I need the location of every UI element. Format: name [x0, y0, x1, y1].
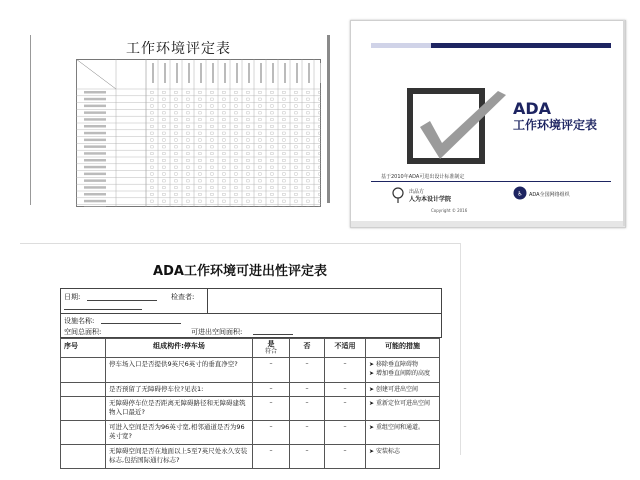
col-no-compliance-header: 否	[290, 339, 325, 358]
yes-check-cell[interactable]: –	[253, 445, 290, 469]
panel-edge	[327, 35, 330, 203]
col-item-header: 组成构件:停车场	[106, 339, 253, 358]
na-check-cell[interactable]: –	[325, 421, 366, 445]
checker-field[interactable]	[64, 309, 142, 310]
form-preview-title: 工作环境评定表	[126, 41, 231, 57]
form-preview-grid	[76, 59, 321, 207]
cover-subtitle: 基于2010年ADA可进出设计标准制定	[381, 174, 465, 180]
measures-cell	[366, 445, 440, 469]
row-description: 停车场入口是否提供9英尺6英寸的垂直净空?	[106, 358, 253, 383]
cover-page-panel	[350, 20, 626, 228]
yes-check-cell[interactable]: –	[253, 397, 290, 421]
table-row	[61, 421, 440, 445]
measures-cell	[366, 421, 440, 445]
form-preview-panel	[30, 35, 326, 205]
no-check-cell[interactable]: –	[290, 397, 325, 421]
row-description: 可进入空间是否为96英寸宽,相邻通道是否为96英寸宽?	[106, 421, 253, 445]
measures-cell	[366, 358, 440, 383]
measure-item: ➤ 创建可进出空间	[369, 386, 418, 393]
measure-item: ➤ 重组空间和通道。	[369, 424, 424, 431]
na-check-cell[interactable]: –	[325, 397, 366, 421]
table-row	[61, 397, 440, 421]
facility-field[interactable]	[101, 323, 181, 324]
col-no-header: 序号	[61, 339, 106, 358]
checklist-table	[60, 338, 440, 469]
date-label: 日期:	[64, 293, 81, 301]
cover-copyright: Copyright © 2016	[431, 208, 468, 213]
table-row	[61, 445, 440, 469]
cover-brand: ADA	[513, 99, 552, 118]
accessible-area-label: 可进出空间面积:	[191, 328, 243, 336]
checkmark-logo-icon	[406, 87, 516, 177]
form-meta-block	[60, 288, 442, 338]
facility-label: 设施名称:	[64, 317, 95, 325]
cover-bottom-strip	[351, 221, 625, 227]
col-yes-header: 是 符合	[253, 339, 290, 358]
ada-network-logo-icon	[513, 186, 527, 200]
meta-divider	[207, 289, 208, 313]
meta-divider	[61, 313, 441, 314]
panel-edge	[623, 20, 625, 226]
no-check-cell[interactable]: –	[290, 421, 325, 445]
row-description: 无障碍空间是否在地面以上5至7英尺处永久安装标志,包括国际通行标志?	[106, 445, 253, 469]
table-header-row	[61, 339, 440, 358]
yes-check-cell[interactable]: –	[253, 421, 290, 445]
no-check-cell[interactable]: –	[290, 445, 325, 469]
date-field[interactable]	[87, 300, 157, 301]
na-check-cell[interactable]: –	[325, 358, 366, 383]
measure-item: ➤ 移除垂直障碍物	[369, 361, 418, 368]
col-measures-header: 可能的措施	[366, 339, 440, 358]
cover-top-accent	[371, 43, 431, 48]
col-na-header: 不适用	[325, 339, 366, 358]
cover-title: 工作环境评定表	[513, 118, 598, 132]
measure-item: ➤ 增加垂直间隙的高度	[369, 370, 430, 377]
no-check-cell[interactable]: –	[290, 358, 325, 383]
row-description: 无障碍停车位是否距离无障碍路径和无障碍建筑物入口最近?	[106, 397, 253, 421]
no-check-cell[interactable]: –	[290, 383, 325, 397]
yes-check-cell[interactable]: –	[253, 383, 290, 397]
cover-top-bar	[431, 43, 611, 48]
svg-text:♿: ♿	[517, 190, 523, 198]
na-check-cell[interactable]: –	[325, 445, 366, 469]
table-row	[61, 383, 440, 397]
row-description: 是否预留了无障碍停车位?见表1:	[106, 383, 253, 397]
measures-cell	[366, 397, 440, 421]
org-left: 出品方 人为本设计学院	[409, 189, 452, 203]
na-check-cell[interactable]: –	[325, 383, 366, 397]
org-right: ADA全国网络组织	[529, 192, 570, 198]
measure-item: ➤ 安装标志	[369, 448, 400, 455]
space-total-label: 空间总面积:	[64, 328, 102, 336]
table-row	[61, 358, 440, 383]
person-logo-icon	[391, 187, 405, 203]
form-title: ADA工作环境可进出性评定表	[153, 264, 327, 279]
yes-check-cell[interactable]: –	[253, 358, 290, 383]
cover-divider	[371, 181, 611, 182]
panel-edge	[460, 243, 461, 455]
checker-label: 检查者:	[171, 293, 195, 301]
accessible-area-field[interactable]	[253, 334, 293, 335]
accessibility-form-panel	[20, 243, 460, 464]
measure-item: ➤ 重新定位可进出空间	[369, 400, 430, 407]
measures-cell	[366, 383, 440, 397]
